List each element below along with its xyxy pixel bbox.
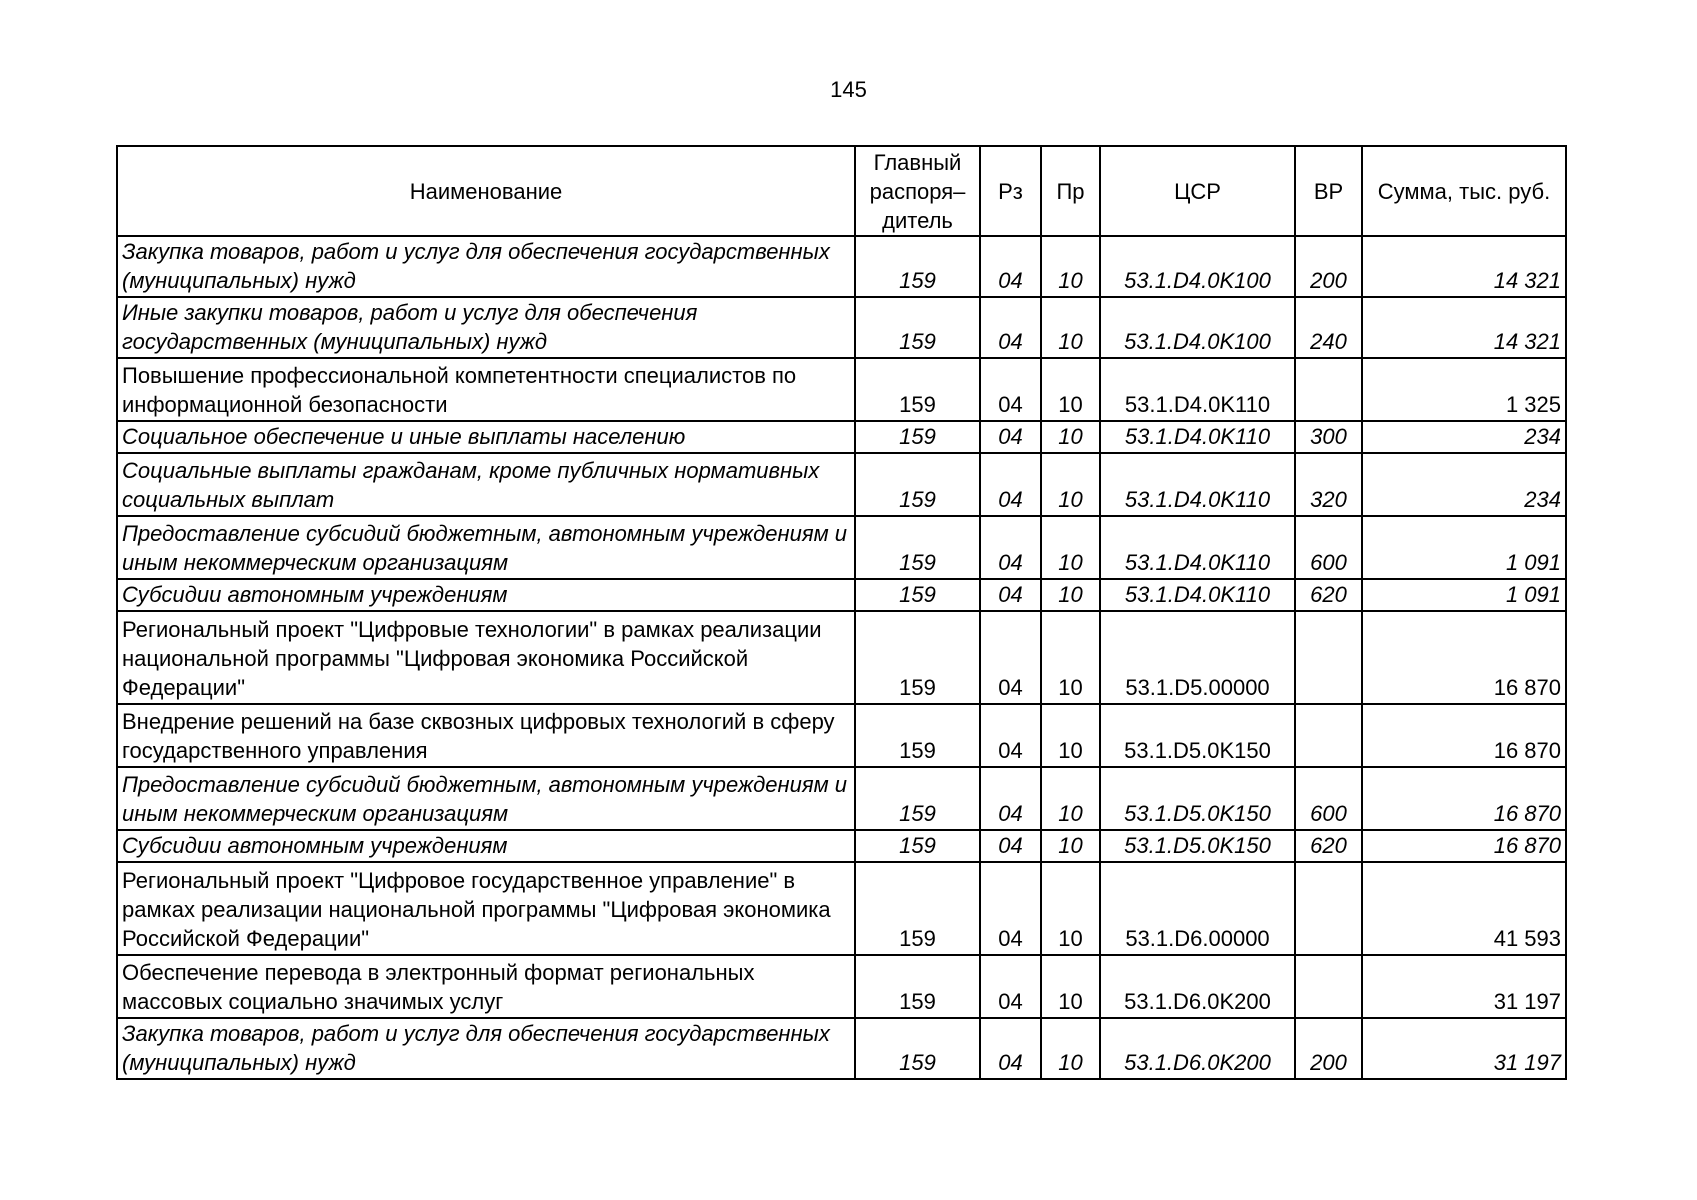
cell-csr: 53.1.D6.0K200 — [1100, 955, 1295, 1018]
cell-sum: 1 325 — [1362, 358, 1566, 421]
cell-csr: 53.1.D4.0K110 — [1100, 421, 1295, 453]
cell-name: Повышение профессиональной компетентности специалистов по информационной безопасности — [117, 358, 855, 421]
cell-pr: 10 — [1041, 955, 1100, 1018]
cell-rz: 04 — [980, 862, 1041, 955]
table-row — [117, 297, 1566, 358]
cell-vr: 300 — [1295, 421, 1362, 453]
table-row — [117, 862, 1566, 955]
cell-pr: 10 — [1041, 579, 1100, 611]
cell-sum: 16 870 — [1362, 767, 1566, 830]
cell-glavny-rasporyaditel: 159 — [855, 955, 980, 1018]
table-header-row — [117, 146, 1566, 236]
table-row — [117, 611, 1566, 704]
table-row — [117, 1018, 1566, 1079]
cell-csr: 53.1.D4.0K110 — [1100, 453, 1295, 516]
header-rz: Рз — [980, 146, 1041, 236]
cell-glavny-rasporyaditel: 159 — [855, 862, 980, 955]
cell-vr: 320 — [1295, 453, 1362, 516]
cell-pr: 10 — [1041, 611, 1100, 704]
cell-rz: 04 — [980, 611, 1041, 704]
cell-glavny-rasporyaditel: 159 — [855, 579, 980, 611]
table-row — [117, 421, 1566, 453]
header-name: Наименование — [117, 146, 855, 236]
cell-name: Предоставление субсидий бюджетным, автономным учреждениям и иным некоммерческим организациям — [117, 767, 855, 830]
cell-csr: 53.1.D5.0K150 — [1100, 704, 1295, 767]
cell-name: Иные закупки товаров, работ и услуг для обеспечения государственных (муниципальных) нужд — [117, 297, 855, 358]
cell-vr: 620 — [1295, 579, 1362, 611]
cell-csr: 53.1.D5.00000 — [1100, 611, 1295, 704]
table-body — [117, 236, 1566, 1079]
cell-sum: 16 870 — [1362, 704, 1566, 767]
cell-rz: 04 — [980, 358, 1041, 421]
cell-pr: 10 — [1041, 358, 1100, 421]
cell-vr: 600 — [1295, 767, 1362, 830]
cell-glavny-rasporyaditel: 159 — [855, 358, 980, 421]
cell-name: Закупка товаров, работ и услуг для обеспечения государственных (муниципальных) нужд — [117, 1018, 855, 1079]
cell-pr: 10 — [1041, 704, 1100, 767]
cell-rz: 04 — [980, 297, 1041, 358]
header-pr: Пр — [1041, 146, 1100, 236]
header-vr: ВР — [1295, 146, 1362, 236]
cell-rz: 04 — [980, 1018, 1041, 1079]
table-row — [117, 767, 1566, 830]
cell-sum: 31 197 — [1362, 1018, 1566, 1079]
table-row — [117, 516, 1566, 579]
cell-name: Обеспечение перевода в электронный формат региональных массовых социально значимых услуг — [117, 955, 855, 1018]
cell-vr — [1295, 955, 1362, 1018]
cell-glavny-rasporyaditel: 159 — [855, 611, 980, 704]
table-row — [117, 236, 1566, 297]
cell-rz: 04 — [980, 453, 1041, 516]
cell-pr: 10 — [1041, 830, 1100, 862]
cell-pr: 10 — [1041, 516, 1100, 579]
cell-glavny-rasporyaditel: 159 — [855, 297, 980, 358]
cell-pr: 10 — [1041, 236, 1100, 297]
cell-csr: 53.1.D6.0K200 — [1100, 1018, 1295, 1079]
cell-rz: 04 — [980, 421, 1041, 453]
cell-name: Региональный проект "Цифровые технологии" в рамках реализации национальной программы "Цифровая экономика Российской Федерации" — [117, 611, 855, 704]
cell-glavny-rasporyaditel: 159 — [855, 767, 980, 830]
cell-vr — [1295, 358, 1362, 421]
cell-vr: 200 — [1295, 1018, 1362, 1079]
cell-glavny-rasporyaditel: 159 — [855, 830, 980, 862]
cell-pr: 10 — [1041, 767, 1100, 830]
cell-glavny-rasporyaditel: 159 — [855, 236, 980, 297]
cell-pr: 10 — [1041, 862, 1100, 955]
cell-sum: 14 321 — [1362, 297, 1566, 358]
header-sum: Сумма, тыс. руб. — [1362, 146, 1566, 236]
cell-name: Предоставление субсидий бюджетным, автономным учреждениям и иным некоммерческим организациям — [117, 516, 855, 579]
header-csr: ЦСР — [1100, 146, 1295, 236]
cell-sum: 1 091 — [1362, 516, 1566, 579]
cell-csr: 53.1.D4.0K100 — [1100, 236, 1295, 297]
header-glavny-rasporyaditel: Главный распоря–дитель — [855, 146, 980, 236]
cell-sum: 31 197 — [1362, 955, 1566, 1018]
cell-vr — [1295, 704, 1362, 767]
cell-rz: 04 — [980, 236, 1041, 297]
table-row — [117, 579, 1566, 611]
table-row — [117, 830, 1566, 862]
cell-pr: 10 — [1041, 421, 1100, 453]
cell-glavny-rasporyaditel: 159 — [855, 453, 980, 516]
cell-sum: 234 — [1362, 453, 1566, 516]
cell-csr: 53.1.D5.0K150 — [1100, 767, 1295, 830]
cell-glavny-rasporyaditel: 159 — [855, 1018, 980, 1079]
cell-pr: 10 — [1041, 297, 1100, 358]
cell-vr: 200 — [1295, 236, 1362, 297]
cell-vr — [1295, 611, 1362, 704]
page-number: 145 — [830, 77, 867, 102]
cell-csr: 53.1.D4.0K110 — [1100, 516, 1295, 579]
cell-name: Внедрение решений на базе сквозных цифровых технологий в сферу государственного управления — [117, 704, 855, 767]
table-row — [117, 358, 1566, 421]
cell-rz: 04 — [980, 579, 1041, 611]
cell-glavny-rasporyaditel: 159 — [855, 704, 980, 767]
table-row — [117, 704, 1566, 767]
cell-sum: 16 870 — [1362, 611, 1566, 704]
cell-sum: 41 593 — [1362, 862, 1566, 955]
cell-rz: 04 — [980, 955, 1041, 1018]
cell-rz: 04 — [980, 704, 1041, 767]
cell-glavny-rasporyaditel: 159 — [855, 421, 980, 453]
cell-vr: 600 — [1295, 516, 1362, 579]
cell-csr: 53.1.D6.00000 — [1100, 862, 1295, 955]
cell-sum: 1 091 — [1362, 579, 1566, 611]
budget-table — [116, 145, 1567, 1080]
cell-pr: 10 — [1041, 1018, 1100, 1079]
cell-csr: 53.1.D4.0K110 — [1100, 358, 1295, 421]
table-row — [117, 955, 1566, 1018]
cell-csr: 53.1.D4.0K100 — [1100, 297, 1295, 358]
cell-sum: 16 870 — [1362, 830, 1566, 862]
cell-csr: 53.1.D5.0K150 — [1100, 830, 1295, 862]
cell-vr: 240 — [1295, 297, 1362, 358]
cell-rz: 04 — [980, 830, 1041, 862]
cell-name: Субсидии автономным учреждениям — [117, 579, 855, 611]
cell-csr: 53.1.D4.0K110 — [1100, 579, 1295, 611]
cell-pr: 10 — [1041, 453, 1100, 516]
cell-vr: 620 — [1295, 830, 1362, 862]
cell-rz: 04 — [980, 767, 1041, 830]
cell-rz: 04 — [980, 516, 1041, 579]
table-row — [117, 453, 1566, 516]
cell-sum: 234 — [1362, 421, 1566, 453]
cell-name: Социальное обеспечение и иные выплаты населению — [117, 421, 855, 453]
cell-vr — [1295, 862, 1362, 955]
cell-glavny-rasporyaditel: 159 — [855, 516, 980, 579]
cell-name: Закупка товаров, работ и услуг для обеспечения государственных (муниципальных) нужд — [117, 236, 855, 297]
cell-name: Субсидии автономным учреждениям — [117, 830, 855, 862]
cell-name: Социальные выплаты гражданам, кроме публичных нормативных социальных выплат — [117, 453, 855, 516]
cell-sum: 14 321 — [1362, 236, 1566, 297]
cell-name: Региональный проект "Цифровое государственное управление" в рамках реализации национальной программы "Цифровая экономика Российской Федерации" — [117, 862, 855, 955]
